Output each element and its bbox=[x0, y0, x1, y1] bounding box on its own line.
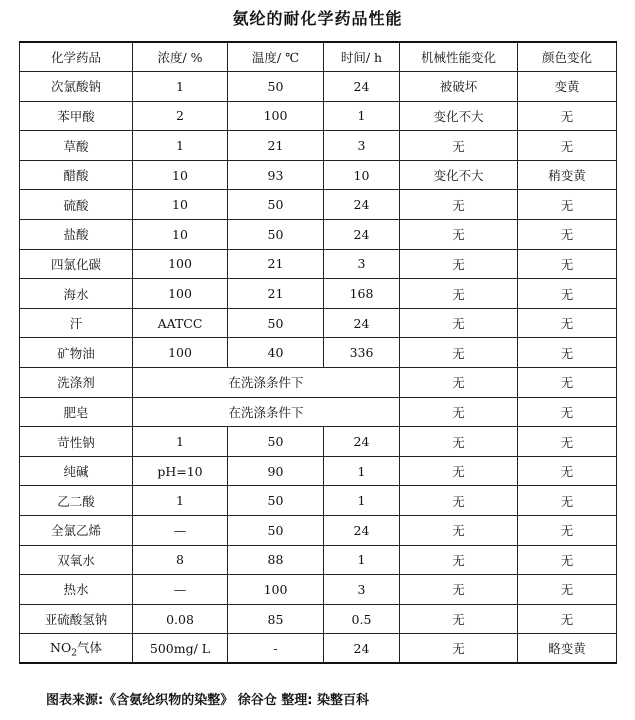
cell-concentration: 1 bbox=[133, 72, 228, 102]
cell-chemical: 海水 bbox=[20, 279, 133, 309]
header-temperature: 温度/ ℃ bbox=[228, 42, 324, 72]
cell-mechanical-change: 变化不大 bbox=[400, 101, 518, 131]
cell-chemical bbox=[20, 634, 133, 664]
cell-mechanical-change: 无 bbox=[400, 427, 518, 457]
cell-time: 1 bbox=[324, 545, 400, 575]
table-row bbox=[20, 427, 617, 457]
table-row bbox=[20, 575, 617, 605]
table-row bbox=[20, 160, 617, 190]
cell-chemical: 四氯化碳 bbox=[20, 249, 133, 279]
table-body bbox=[20, 72, 617, 664]
cell-color-change: 无 bbox=[518, 545, 617, 575]
cell-concentration: 1 bbox=[133, 427, 228, 457]
cell-concentration: 10 bbox=[133, 190, 228, 220]
cell-mechanical-change: 无 bbox=[400, 338, 518, 368]
cell-color-change: 无 bbox=[518, 308, 617, 338]
cell-chemical: 矿物油 bbox=[20, 338, 133, 368]
table-row bbox=[20, 338, 617, 368]
table-row bbox=[20, 397, 617, 427]
cell-temperature: 90 bbox=[228, 456, 324, 486]
cell-time: 24 bbox=[324, 220, 400, 250]
cell-temperature: 40 bbox=[228, 338, 324, 368]
cell-chemical: 次氯酸钠 bbox=[20, 72, 133, 102]
cell-mechanical-change: 无 bbox=[400, 308, 518, 338]
cell-concentration: 10 bbox=[133, 220, 228, 250]
cell-chemical: 肥皂 bbox=[20, 397, 133, 427]
cell-color-change: 无 bbox=[518, 575, 617, 605]
cell-mechanical-change: 无 bbox=[400, 249, 518, 279]
cell-time: 24 bbox=[324, 308, 400, 338]
cell-mechanical-change: 变化不大 bbox=[400, 160, 518, 190]
cell-color-change: 无 bbox=[518, 427, 617, 457]
table-row bbox=[20, 308, 617, 338]
chemical-subscript: 2 bbox=[71, 648, 77, 659]
cell-temperature: 50 bbox=[228, 72, 324, 102]
cell-chemical: 醋酸 bbox=[20, 160, 133, 190]
cell-time: 24 bbox=[324, 427, 400, 457]
cell-chemical: 草酸 bbox=[20, 131, 133, 161]
cell-concentration: — bbox=[133, 575, 228, 605]
cell-temperature: 50 bbox=[228, 190, 324, 220]
chemical-suffix: 气体 bbox=[76, 640, 102, 656]
table-row bbox=[20, 634, 617, 664]
cell-chemical: 苯甲酸 bbox=[20, 101, 133, 131]
cell-concentration: 2 bbox=[133, 101, 228, 131]
header-mechanical-change: 机械性能变化 bbox=[400, 42, 518, 72]
cell-color-change: 无 bbox=[518, 131, 617, 161]
cell-mechanical-change: 无 bbox=[400, 190, 518, 220]
table-row bbox=[20, 604, 617, 634]
cell-concentration: 500mg/ L bbox=[133, 634, 228, 664]
table-row bbox=[20, 516, 617, 546]
table-row bbox=[20, 131, 617, 161]
cell-concentration: 10 bbox=[133, 160, 228, 190]
cell-temperature: 21 bbox=[228, 131, 324, 161]
cell-temperature: 93 bbox=[228, 160, 324, 190]
cell-time: 0.5 bbox=[324, 604, 400, 634]
cell-time: 24 bbox=[324, 634, 400, 664]
cell-color-change: 无 bbox=[518, 249, 617, 279]
cell-chemical: 双氧水 bbox=[20, 545, 133, 575]
cell-color-change: 稍变黄 bbox=[518, 160, 617, 190]
table-row bbox=[20, 249, 617, 279]
cell-mechanical-change: 无 bbox=[400, 456, 518, 486]
cell-temperature: 100 bbox=[228, 575, 324, 605]
cell-mechanical-change: 无 bbox=[400, 131, 518, 161]
cell-time: 1 bbox=[324, 101, 400, 131]
cell-chemical: 纯碱 bbox=[20, 456, 133, 486]
cell-color-change: 无 bbox=[518, 604, 617, 634]
table-row bbox=[20, 545, 617, 575]
cell-mechanical-change: 无 bbox=[400, 368, 518, 398]
cell-concentration: 1 bbox=[133, 131, 228, 161]
table-row bbox=[20, 220, 617, 250]
cell-mechanical-change: 无 bbox=[400, 397, 518, 427]
cell-condition: 在洗涤条件下 bbox=[133, 397, 400, 427]
chemical-resistance-table bbox=[19, 41, 617, 664]
table-row bbox=[20, 368, 617, 398]
cell-mechanical-change: 无 bbox=[400, 486, 518, 516]
cell-temperature: 100 bbox=[228, 101, 324, 131]
cell-mechanical-change: 无 bbox=[400, 604, 518, 634]
cell-concentration: AATCC bbox=[133, 308, 228, 338]
cell-temperature: 50 bbox=[228, 427, 324, 457]
cell-time: 10 bbox=[324, 160, 400, 190]
cell-temperature: 50 bbox=[228, 220, 324, 250]
cell-temperature: 21 bbox=[228, 249, 324, 279]
table-title: 氨纶的耐化学药品性能 bbox=[232, 9, 403, 28]
cell-color-change: 无 bbox=[518, 338, 617, 368]
cell-time: 24 bbox=[324, 72, 400, 102]
cell-color-change: 无 bbox=[518, 486, 617, 516]
cell-color-change: 无 bbox=[518, 397, 617, 427]
cell-mechanical-change: 被破坏 bbox=[400, 72, 518, 102]
table-row bbox=[20, 101, 617, 131]
cell-concentration: 8 bbox=[133, 545, 228, 575]
cell-chemical: 汗 bbox=[20, 308, 133, 338]
cell-mechanical-change: 无 bbox=[400, 220, 518, 250]
cell-chemical: 全氯乙烯 bbox=[20, 516, 133, 546]
cell-concentration: 100 bbox=[133, 279, 228, 309]
cell-concentration: 100 bbox=[133, 249, 228, 279]
cell-time: 3 bbox=[324, 249, 400, 279]
table-row bbox=[20, 486, 617, 516]
cell-time: 24 bbox=[324, 190, 400, 220]
cell-temperature: - bbox=[228, 634, 324, 664]
cell-temperature: 50 bbox=[228, 516, 324, 546]
source-footer: 图表来源:《含氨纶织物的染整》 徐谷仓 整理: 染整百科 bbox=[46, 693, 369, 708]
cell-color-change: 变黄 bbox=[518, 72, 617, 102]
cell-concentration: — bbox=[133, 516, 228, 546]
table-row bbox=[20, 279, 617, 309]
cell-chemical: 盐酸 bbox=[20, 220, 133, 250]
cell-time: 168 bbox=[324, 279, 400, 309]
cell-color-change: 无 bbox=[518, 279, 617, 309]
cell-time: 3 bbox=[324, 575, 400, 605]
cell-concentration: 100 bbox=[133, 338, 228, 368]
cell-temperature: 50 bbox=[228, 308, 324, 338]
cell-color-change: 无 bbox=[518, 516, 617, 546]
cell-mechanical-change: 无 bbox=[400, 634, 518, 664]
cell-time: 1 bbox=[324, 486, 400, 516]
header-color-change: 颜色变化 bbox=[518, 42, 617, 72]
cell-concentration: pH=10 bbox=[133, 456, 228, 486]
cell-color-change: 无 bbox=[518, 220, 617, 250]
cell-chemical: 亚硫酸氢钠 bbox=[20, 604, 133, 634]
cell-chemical: 洗涤剂 bbox=[20, 368, 133, 398]
table-row bbox=[20, 72, 617, 102]
chemical-formula: NO bbox=[50, 640, 72, 656]
cell-temperature: 21 bbox=[228, 279, 324, 309]
header-concentration: 浓度/ % bbox=[133, 42, 228, 72]
cell-temperature: 88 bbox=[228, 545, 324, 575]
cell-condition: 在洗涤条件下 bbox=[133, 368, 400, 398]
cell-time: 1 bbox=[324, 456, 400, 486]
cell-color-change: 无 bbox=[518, 456, 617, 486]
cell-chemical: 硫酸 bbox=[20, 190, 133, 220]
cell-color-change: 略变黄 bbox=[518, 634, 617, 664]
cell-mechanical-change: 无 bbox=[400, 575, 518, 605]
header-chemical: 化学药品 bbox=[20, 42, 133, 72]
table-row bbox=[20, 456, 617, 486]
header-row bbox=[20, 42, 617, 72]
cell-chemical: 热水 bbox=[20, 575, 133, 605]
cell-concentration: 0.08 bbox=[133, 604, 228, 634]
table-row bbox=[20, 190, 617, 220]
cell-mechanical-change: 无 bbox=[400, 279, 518, 309]
cell-concentration: 1 bbox=[133, 486, 228, 516]
cell-chemical: 乙二酸 bbox=[20, 486, 133, 516]
cell-chemical: 苛性钠 bbox=[20, 427, 133, 457]
cell-mechanical-change: 无 bbox=[400, 545, 518, 575]
cell-temperature: 50 bbox=[228, 486, 324, 516]
cell-time: 3 bbox=[324, 131, 400, 161]
header-time: 时间/ h bbox=[324, 42, 400, 72]
cell-color-change: 无 bbox=[518, 368, 617, 398]
cell-time: 24 bbox=[324, 516, 400, 546]
cell-temperature: 85 bbox=[228, 604, 324, 634]
cell-color-change: 无 bbox=[518, 190, 617, 220]
cell-time: 336 bbox=[324, 338, 400, 368]
cell-mechanical-change: 无 bbox=[400, 516, 518, 546]
cell-color-change: 无 bbox=[518, 101, 617, 131]
